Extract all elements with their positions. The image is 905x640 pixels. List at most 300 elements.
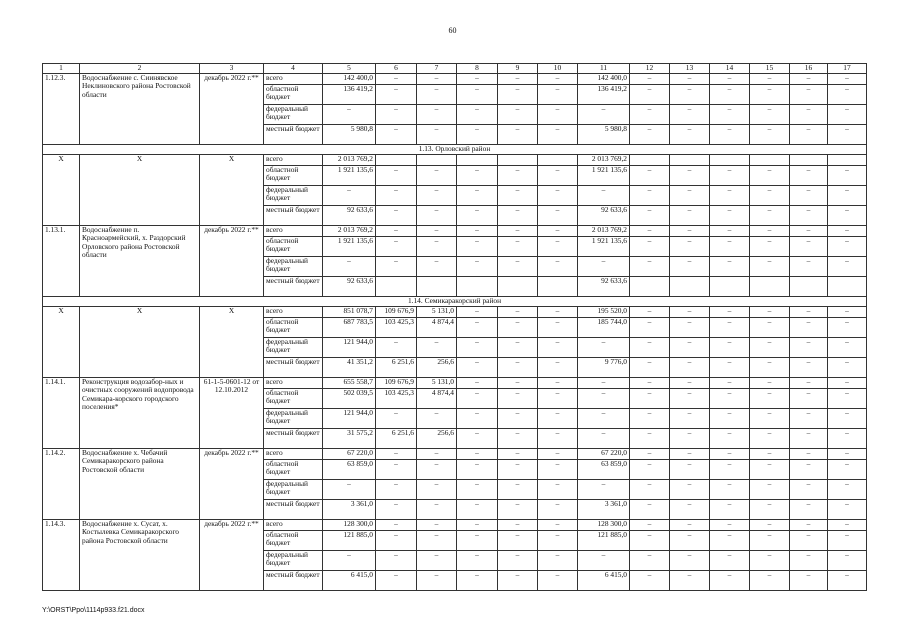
value-cell: – [630,257,670,277]
item-term: декабрь 2022 г.** [200,226,264,297]
value-cell: – [750,74,790,85]
value-cell: – [790,307,828,318]
value-cell: – [670,389,710,409]
value-cell: – [538,237,578,257]
value-cell: – [417,409,457,429]
value-cell: 136 419,2 [323,85,376,105]
value-cell: – [323,257,376,277]
value-cell: – [670,429,710,449]
value-cell: – [457,460,498,480]
value-cell [828,277,867,297]
value-cell: 6 251,6 [376,429,417,449]
value-cell: 2 013 769,2 [323,155,376,166]
value-cell: – [498,409,538,429]
value-cell: – [457,257,498,277]
value-cell: – [498,571,538,591]
value-cell: – [538,358,578,378]
value-cell: – [750,85,790,105]
table-row [43,378,867,389]
value-cell: – [538,500,578,520]
value-cell: 92 633,6 [323,206,376,226]
value-cell [498,277,538,297]
item-term: декабрь 2022 г.** [200,74,264,145]
value-cell: – [828,429,867,449]
value-cell [538,155,578,166]
value-cell: – [670,449,710,460]
budget-label: местный бюджет [264,429,323,449]
value-cell: – [630,318,670,338]
value-cell: – [828,358,867,378]
value-cell: – [670,226,710,237]
value-cell: – [670,409,710,429]
value-cell: – [417,85,457,105]
value-cell: – [417,460,457,480]
value-cell: – [376,571,417,591]
value-cell: – [376,186,417,206]
value-cell: – [376,226,417,237]
value-cell: 121 944,0 [323,338,376,358]
item-term: декабрь 2022 г.** [200,520,264,591]
budget-label: всего [264,378,323,389]
value-cell: – [710,85,750,105]
value-cell [498,155,538,166]
value-cell: – [457,389,498,409]
budget-label: федеральный бюджет [264,338,323,358]
column-number: 10 [538,64,578,74]
budget-label: федеральный бюджет [264,105,323,125]
budget-label: областной бюджет [264,531,323,551]
item-name: Х [80,155,200,226]
value-cell: – [417,571,457,591]
value-cell: 256,6 [417,358,457,378]
value-cell: – [457,531,498,551]
item-name: Водоснабжение п. Красноармейский, х. Раздорский Орловского района Ростовской области [80,226,200,297]
value-cell: – [376,237,417,257]
value-cell: – [417,480,457,500]
value-cell: 6 415,0 [578,571,630,591]
budget-label: федеральный бюджет [264,257,323,277]
value-cell: – [630,125,670,145]
value-cell: – [630,186,670,206]
value-cell: – [790,449,828,460]
value-cell: 103 425,3 [376,318,417,338]
value-cell: 142 400,0 [323,74,376,85]
value-cell: – [828,571,867,591]
value-cell: – [538,206,578,226]
item-term: декабрь 2022 г.** [200,449,264,520]
value-cell: – [710,307,750,318]
value-cell: – [538,338,578,358]
value-cell: – [710,257,750,277]
budget-label: федеральный бюджет [264,409,323,429]
value-cell: – [498,500,538,520]
value-cell: – [828,531,867,551]
value-cell: – [750,500,790,520]
value-cell: 851 078,7 [323,307,376,318]
budget-label: областной бюджет [264,237,323,257]
value-cell [538,277,578,297]
value-cell: – [457,551,498,571]
value-cell [790,277,828,297]
value-cell: 2 013 769,2 [323,226,376,237]
value-cell: – [828,237,867,257]
value-cell: – [417,105,457,125]
value-cell: – [790,389,828,409]
value-cell: – [457,318,498,338]
value-cell: – [538,85,578,105]
column-number: 6 [376,64,417,74]
value-cell: – [828,85,867,105]
item-name: Водоснабжение с. Сиинявское Неклиновского района Ростовской области [80,74,200,145]
value-cell: – [376,531,417,551]
item-name: Х [80,307,200,378]
column-number: 2 [80,64,200,74]
value-cell: – [828,74,867,85]
value-cell: – [417,206,457,226]
value-cell: – [578,429,630,449]
value-cell: – [630,500,670,520]
value-cell: 185 744,0 [578,318,630,338]
value-cell: – [790,358,828,378]
item-term: Х [200,155,264,226]
budget-label: федеральный бюджет [264,480,323,500]
value-cell: – [457,429,498,449]
value-cell: – [750,166,790,186]
value-cell: 67 220,0 [323,449,376,460]
value-cell: 3 361,0 [323,500,376,520]
value-cell: – [750,105,790,125]
value-cell: 128 300,0 [323,520,376,531]
value-cell: 121 885,0 [323,531,376,551]
value-cell: – [498,389,538,409]
value-cell: – [790,409,828,429]
value-cell: – [376,105,417,125]
value-cell: 128 300,0 [578,520,630,531]
budget-label: всего [264,449,323,460]
value-cell: 1 921 135,6 [578,166,630,186]
value-cell: – [750,460,790,480]
value-cell: – [670,520,710,531]
value-cell: – [710,206,750,226]
value-cell: – [670,480,710,500]
column-number: 12 [630,64,670,74]
value-cell: – [828,378,867,389]
item-name: Водоснабжение х. Сусат, х. Костылевка Семикаракорского района Ростовской области [80,520,200,591]
value-cell: – [750,389,790,409]
value-cell: – [790,338,828,358]
table-row [43,449,867,460]
value-cell: – [457,338,498,358]
value-cell: – [457,307,498,318]
value-cell: – [828,307,867,318]
value-cell [630,155,670,166]
value-cell: – [750,206,790,226]
column-number: 11 [578,64,630,74]
value-cell: – [710,460,750,480]
value-cell: 92 633,6 [323,277,376,297]
section-title: 1.13. Орловский район [43,145,867,155]
column-number: 3 [200,64,264,74]
value-cell: – [670,358,710,378]
value-cell: – [630,206,670,226]
value-cell: – [417,237,457,257]
value-cell: – [630,531,670,551]
value-cell: 687 783,5 [323,318,376,338]
value-cell: – [538,166,578,186]
value-cell: – [630,480,670,500]
value-cell: – [498,338,538,358]
value-cell: – [498,166,538,186]
value-cell: – [376,500,417,520]
budget-label: федеральный бюджет [264,186,323,206]
budget-label: всего [264,307,323,318]
value-cell [376,155,417,166]
value-cell: – [710,531,750,551]
value-cell: 195 520,0 [578,307,630,318]
value-cell [417,155,457,166]
value-cell: – [710,500,750,520]
value-cell: – [670,125,710,145]
value-cell: – [457,571,498,591]
value-cell: – [457,449,498,460]
value-cell: – [710,409,750,429]
value-cell: – [538,409,578,429]
column-numbers-row [43,64,867,74]
value-cell: – [457,105,498,125]
value-cell: – [457,500,498,520]
value-cell: – [376,74,417,85]
value-cell: – [710,166,750,186]
column-number: 1 [43,64,80,74]
value-cell: – [790,257,828,277]
value-cell: – [498,186,538,206]
item-number: 1.14.3. [43,520,80,591]
value-cell: – [828,520,867,531]
column-number: 17 [828,64,867,74]
value-cell: 2 013 769,2 [578,226,630,237]
value-cell: – [750,429,790,449]
value-cell: – [790,531,828,551]
file-path-footer: Y:\ORST\Ppo\1114p933.f21.docx [42,607,145,614]
item-number: 1.13.1. [43,226,80,297]
value-cell: 4 874,4 [417,318,457,338]
value-cell [710,277,750,297]
value-cell: – [376,449,417,460]
budget-label: всего [264,226,323,237]
budget-label: местный бюджет [264,571,323,591]
value-cell: – [750,571,790,591]
value-cell: – [498,257,538,277]
value-cell: – [630,429,670,449]
value-cell: – [828,480,867,500]
value-cell: – [498,449,538,460]
value-cell: – [790,429,828,449]
value-cell: – [457,74,498,85]
value-cell: – [630,460,670,480]
value-cell: – [710,449,750,460]
budget-label: местный бюджет [264,277,323,297]
value-cell: – [790,378,828,389]
value-cell: – [417,125,457,145]
value-cell: – [417,226,457,237]
value-cell: – [828,338,867,358]
value-cell: 655 558,7 [323,378,376,389]
value-cell: – [710,74,750,85]
value-cell: 6 415,0 [323,571,376,591]
value-cell: – [376,206,417,226]
value-cell: – [417,520,457,531]
value-cell: – [630,74,670,85]
table-row [43,307,867,318]
value-cell: – [710,551,750,571]
column-number: 4 [264,64,323,74]
value-cell: – [578,409,630,429]
value-cell [828,155,867,166]
value-cell: – [538,257,578,277]
value-cell [457,155,498,166]
budget-label: областной бюджет [264,166,323,186]
value-cell: – [417,449,457,460]
value-cell: – [376,520,417,531]
value-cell: – [790,551,828,571]
value-cell: – [710,520,750,531]
value-cell: – [710,429,750,449]
column-number: 7 [417,64,457,74]
value-cell: – [417,257,457,277]
value-cell: 63 859,0 [323,460,376,480]
table-row [43,155,867,166]
value-cell: – [376,460,417,480]
value-cell: – [790,105,828,125]
value-cell: – [323,105,376,125]
value-cell: – [498,307,538,318]
section-row [43,297,867,307]
value-cell: – [630,449,670,460]
table-row [43,520,867,531]
value-cell: – [498,480,538,500]
value-cell [670,155,710,166]
value-cell: – [670,551,710,571]
value-cell: – [670,500,710,520]
value-cell: – [630,520,670,531]
value-cell: – [710,338,750,358]
value-cell: – [828,105,867,125]
value-cell: – [498,105,538,125]
value-cell: – [670,206,710,226]
budget-label: местный бюджет [264,125,323,145]
column-number: 5 [323,64,376,74]
value-cell: – [457,358,498,378]
value-cell: – [498,378,538,389]
value-cell: – [630,166,670,186]
value-cell: – [457,186,498,206]
value-cell: – [498,85,538,105]
value-cell: – [790,226,828,237]
value-cell: – [538,531,578,551]
value-cell: – [376,480,417,500]
value-cell [630,277,670,297]
value-cell: – [710,226,750,237]
value-cell: – [710,358,750,378]
value-cell: – [538,480,578,500]
value-cell: – [750,307,790,318]
value-cell: – [323,480,376,500]
column-number: 9 [498,64,538,74]
value-cell: – [578,105,630,125]
value-cell: – [498,125,538,145]
value-cell: – [750,226,790,237]
item-number: 1.14.1. [43,378,80,449]
value-cell: – [417,531,457,551]
value-cell: – [538,429,578,449]
value-cell: – [498,318,538,338]
value-cell: – [710,186,750,206]
value-cell: – [457,237,498,257]
value-cell: 121 885,0 [578,531,630,551]
value-cell: – [630,358,670,378]
value-cell: 1 921 135,6 [578,237,630,257]
value-cell: 142 400,0 [578,74,630,85]
value-cell: – [538,551,578,571]
value-cell: 1 921 135,6 [323,237,376,257]
value-cell: – [828,166,867,186]
value-cell: – [538,105,578,125]
value-cell: – [670,105,710,125]
value-cell: – [538,520,578,531]
value-cell: – [376,409,417,429]
value-cell: – [670,237,710,257]
value-cell: – [670,186,710,206]
section-title: 1.14. Семикаракорский район [43,297,867,307]
value-cell: – [498,226,538,237]
value-cell: – [790,186,828,206]
page-number: 60 [448,26,457,35]
value-cell: – [750,551,790,571]
value-cell: – [790,480,828,500]
value-cell [670,277,710,297]
value-cell: – [578,389,630,409]
value-cell: – [750,358,790,378]
value-cell: – [376,166,417,186]
value-cell: – [538,571,578,591]
value-cell: – [670,74,710,85]
value-cell: – [750,520,790,531]
budget-label: областной бюджет [264,460,323,480]
item-number: 1.14.2. [43,449,80,520]
value-cell: – [710,125,750,145]
value-cell: – [750,531,790,551]
budget-label: всего [264,155,323,166]
value-cell: – [498,237,538,257]
item-number: Х [43,155,80,226]
value-cell: – [538,74,578,85]
value-cell: 1 921 135,6 [323,166,376,186]
value-cell: – [670,460,710,480]
value-cell: – [670,531,710,551]
value-cell: – [670,378,710,389]
value-cell: – [578,257,630,277]
budget-label: местный бюджет [264,358,323,378]
value-cell: – [790,460,828,480]
value-cell: – [578,378,630,389]
value-cell: – [790,85,828,105]
value-cell [750,155,790,166]
value-cell: – [457,166,498,186]
value-cell: – [630,85,670,105]
value-cell: 92 633,6 [578,206,630,226]
value-cell: 136 419,2 [578,85,630,105]
value-cell: 109 676,9 [376,307,417,318]
